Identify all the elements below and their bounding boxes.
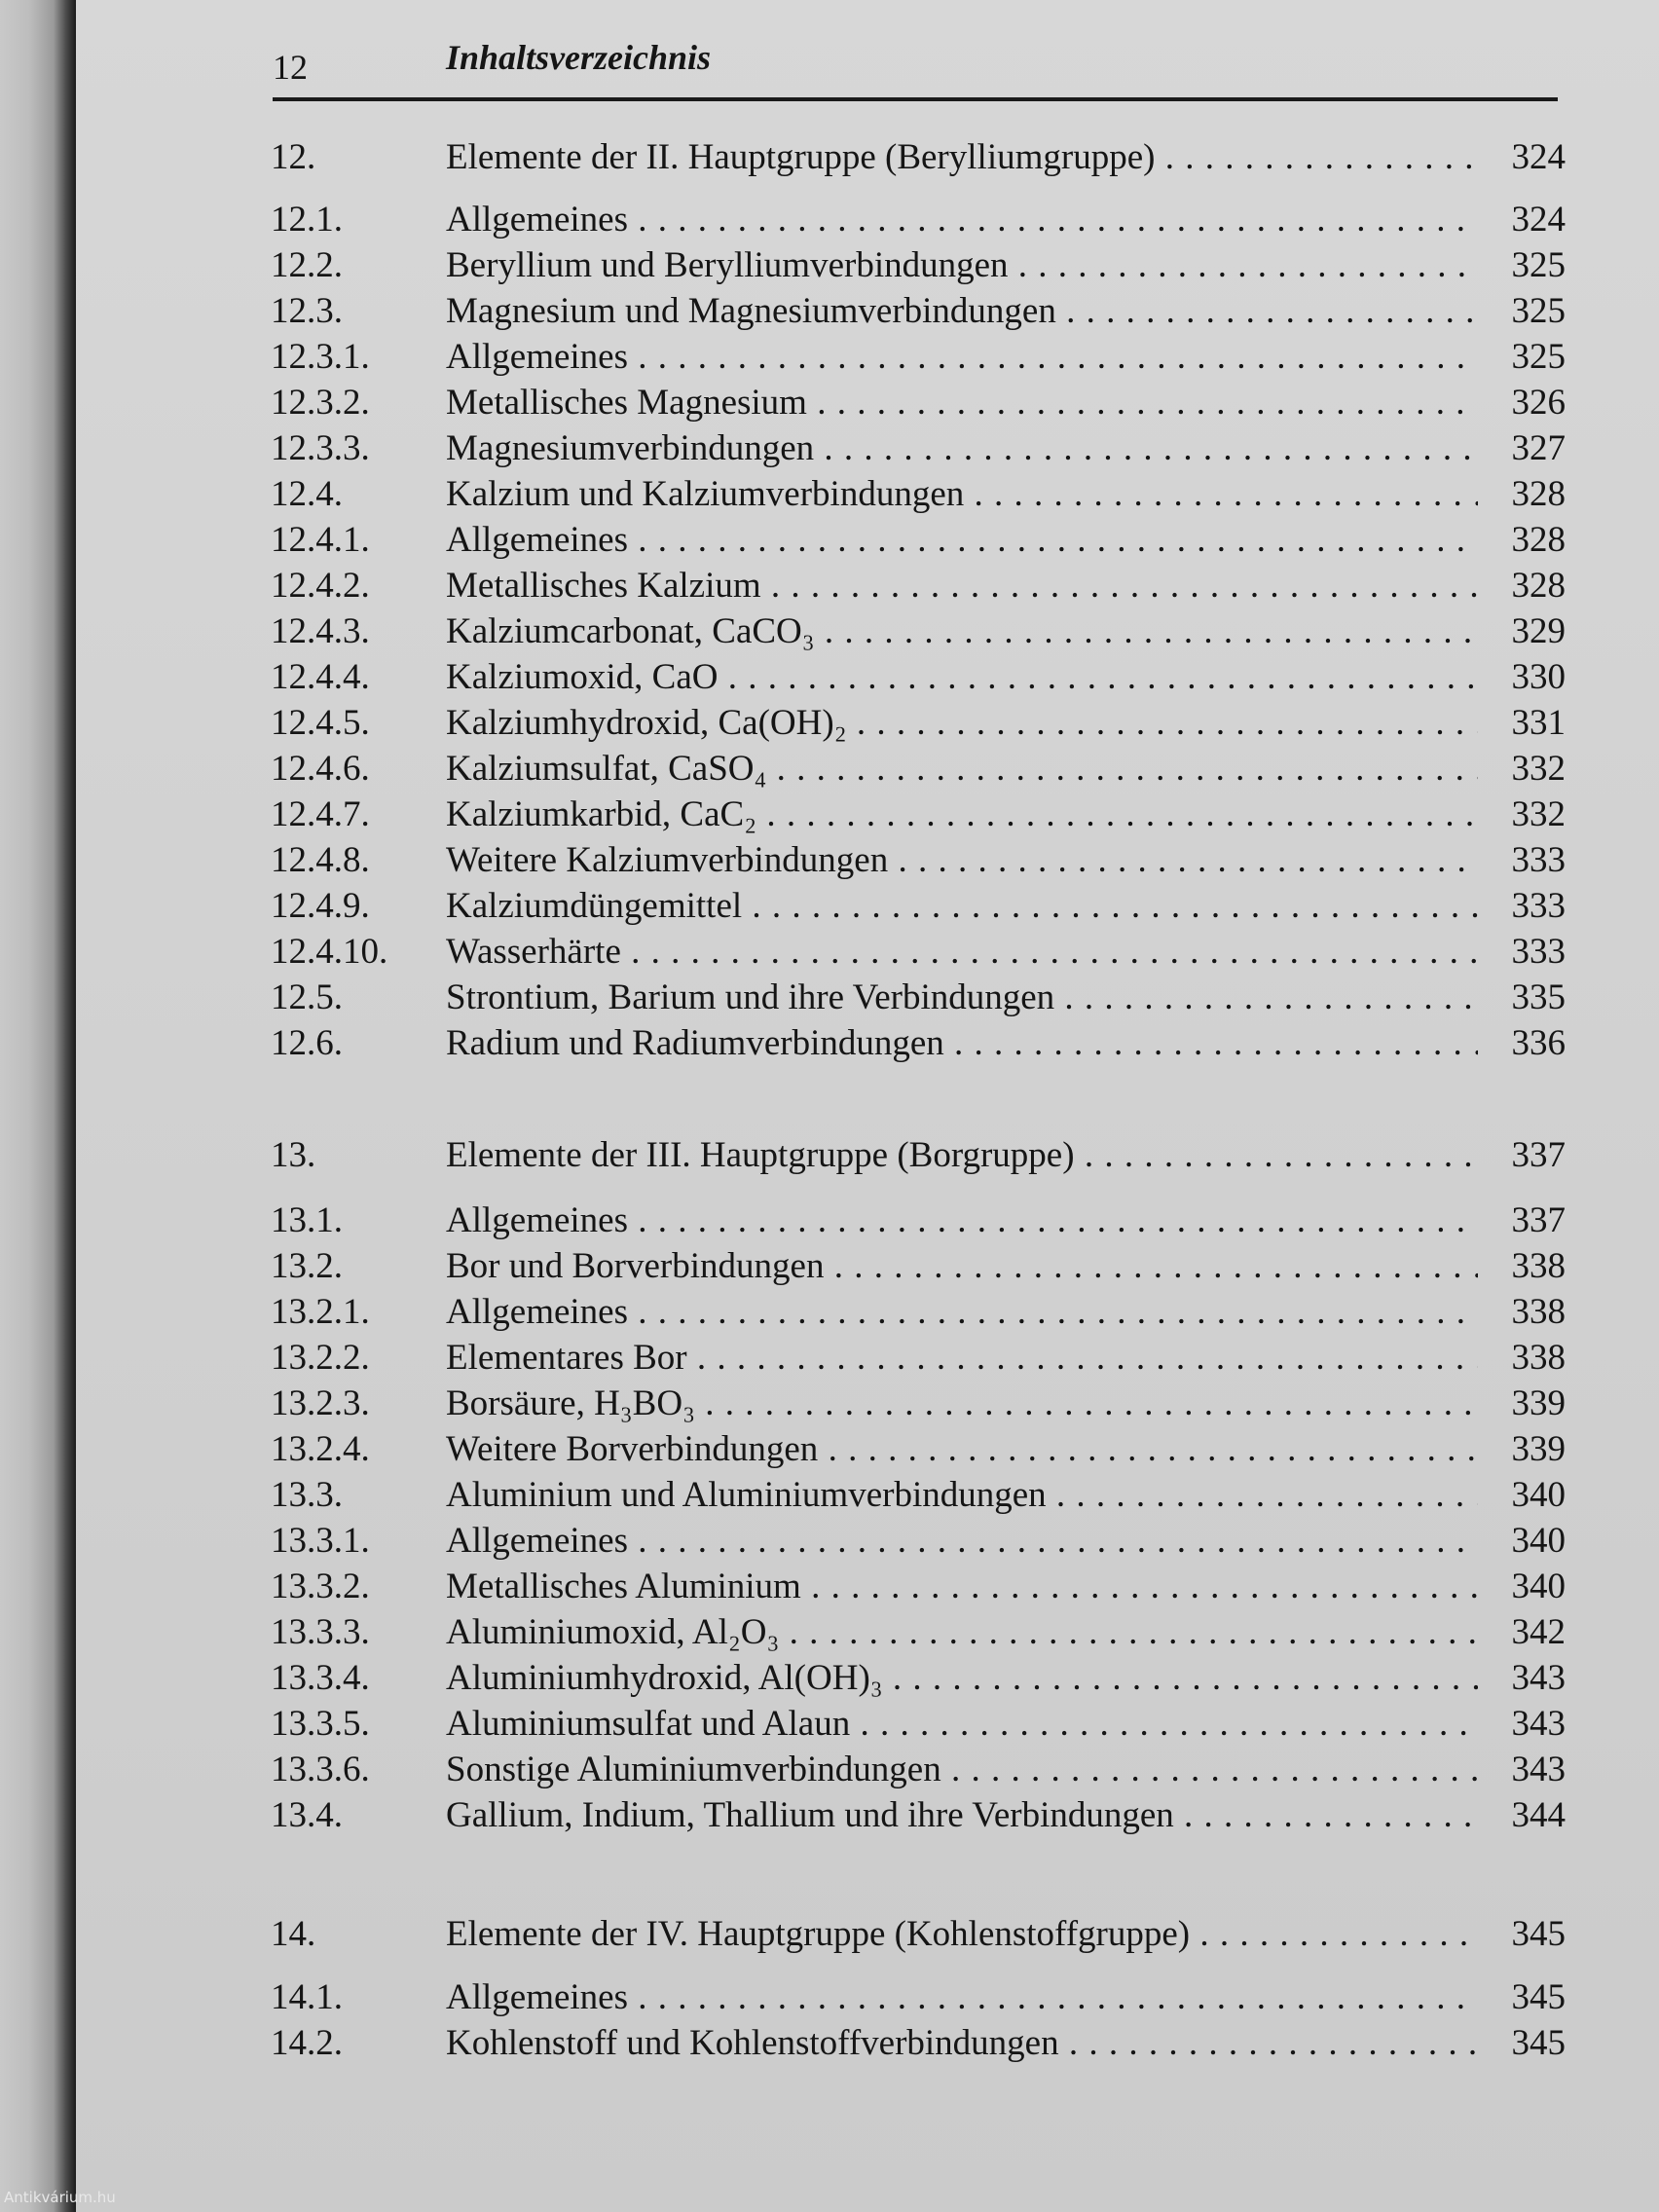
- page-header: [273, 19, 1558, 101]
- toc-title: Kalziumhydroxid, Ca(OH)₂ . . .: [446, 700, 1478, 747]
- toc-page: 328: [1511, 520, 1566, 560]
- toc-number: 13.3.4.: [271, 1658, 370, 1698]
- toc-number: 13.3.5.: [271, 1704, 370, 1744]
- toc-number: 12.4.9.: [271, 886, 370, 926]
- toc-title: Allgemeines . . .: [446, 1198, 1478, 1244]
- toc-page: 340: [1511, 1567, 1566, 1606]
- toc-page: 344: [1511, 1795, 1566, 1835]
- toc-page: 339: [1511, 1383, 1566, 1423]
- toc-number: 12.4.6.: [271, 749, 370, 789]
- book-spine-shadow: [0, 0, 76, 2212]
- toc-title: Allgemeines . . .: [446, 197, 1478, 243]
- toc-page: 337: [1511, 1135, 1566, 1175]
- toc-entry: [271, 792, 1566, 838]
- toc-title: Weitere Kalziumverbindungen . . .: [446, 837, 1478, 884]
- toc-entry: [271, 746, 1566, 793]
- toc-number: 12.1.: [271, 200, 343, 240]
- toc-page: 336: [1511, 1023, 1566, 1063]
- toc-title: Radium und Radiumverbindungen . . .: [446, 1020, 1478, 1067]
- toc-entry: [271, 1747, 1566, 1793]
- toc-page: 328: [1511, 474, 1566, 514]
- toc-entry: [271, 1198, 1566, 1244]
- toc-page: 330: [1511, 657, 1566, 697]
- toc-entry: [271, 883, 1566, 930]
- toc-entry: [271, 837, 1566, 884]
- toc-entry: [271, 1974, 1566, 2021]
- toc-number: 12.4.3.: [271, 611, 370, 651]
- toc-title: Kalziumcarbonat, CaCO₃ . . .: [446, 608, 1478, 655]
- toc-entry: [271, 197, 1566, 243]
- toc-title: Sonstige Aluminiumverbindungen . . .: [446, 1747, 1478, 1793]
- toc-title: Elemente der III. Hauptgruppe (Borgruppe) . . .: [446, 1132, 1478, 1179]
- toc-entry: [271, 654, 1566, 701]
- toc-page: 338: [1511, 1338, 1566, 1378]
- toc-number: 12.3.: [271, 291, 343, 331]
- toc-page: 340: [1511, 1521, 1566, 1561]
- toc-entry: [271, 517, 1566, 564]
- toc-entry: [271, 1701, 1566, 1748]
- page-number: 12: [273, 48, 308, 87]
- toc-page: 332: [1511, 794, 1566, 834]
- toc-title: Wasserhärte . . .: [446, 929, 1478, 976]
- toc-entry: [271, 1426, 1566, 1473]
- toc-number: 12.: [271, 137, 316, 177]
- toc-title: Kalziumoxid, CaO . . .: [446, 654, 1478, 701]
- toc-page: 331: [1511, 703, 1566, 743]
- toc-entry: [271, 608, 1566, 655]
- toc-entry: [271, 2020, 1566, 2067]
- toc-entry: [271, 1655, 1566, 1702]
- toc-title: Metallisches Magnesium . . .: [446, 380, 1478, 426]
- toc-page: 333: [1511, 932, 1566, 972]
- toc-entry: [271, 975, 1566, 1021]
- toc-entry: [271, 1472, 1566, 1519]
- toc-title: Metallisches Kalzium . . .: [446, 563, 1478, 609]
- toc-entry: [271, 425, 1566, 472]
- watermark: Antikvárium.hu: [4, 2189, 116, 2206]
- toc-page: 339: [1511, 1429, 1566, 1469]
- toc-title: Allgemeines . . .: [446, 1518, 1478, 1565]
- toc-page: 343: [1511, 1704, 1566, 1744]
- toc-number: 13.3.3.: [271, 1612, 370, 1652]
- toc-entry: [271, 1132, 1566, 1179]
- toc-entry: [271, 380, 1566, 426]
- toc-number: 12.4.8.: [271, 840, 370, 880]
- toc-entry: [271, 1289, 1566, 1336]
- book-page: [76, 0, 1659, 2212]
- toc-number: 12.6.: [271, 1023, 343, 1063]
- toc-page: 333: [1511, 886, 1566, 926]
- toc-entry: [271, 700, 1566, 747]
- toc-number: 12.4.: [271, 474, 343, 514]
- toc-title: Strontium, Barium und ihre Verbindungen . . .: [446, 975, 1478, 1021]
- toc-page: 345: [1511, 1914, 1566, 1954]
- toc-number: 13.2.3.: [271, 1383, 370, 1423]
- toc-title: Beryllium und Berylliumverbindungen . . .: [446, 242, 1478, 289]
- toc-title: Kalziumdüngemittel . . .: [446, 883, 1478, 930]
- toc-title: Allgemeines . . .: [446, 517, 1478, 564]
- toc-title: Allgemeines . . .: [446, 1289, 1478, 1336]
- toc-title: Metallisches Aluminium . . .: [446, 1564, 1478, 1610]
- toc-number: 13.: [271, 1135, 316, 1175]
- toc-title: Bor und Borverbindungen . . .: [446, 1243, 1478, 1290]
- toc-number: 14.: [271, 1914, 316, 1954]
- toc-number: 12.3.1.: [271, 337, 370, 377]
- toc-page: 324: [1511, 200, 1566, 240]
- toc-number: 13.3.1.: [271, 1521, 370, 1561]
- toc-title: Kalziumsulfat, CaSO₄ . . .: [446, 746, 1478, 793]
- toc-page: 325: [1511, 337, 1566, 377]
- toc-number: 13.3.: [271, 1475, 343, 1515]
- toc-title: Elementares Bor . . .: [446, 1335, 1478, 1382]
- toc-entry: [271, 1243, 1566, 1290]
- toc-page: 325: [1511, 245, 1566, 285]
- toc-title: Allgemeines . . .: [446, 1974, 1478, 2021]
- toc-page: 335: [1511, 977, 1566, 1017]
- toc-entry: [271, 1564, 1566, 1610]
- toc-page: 326: [1511, 383, 1566, 423]
- toc-number: 12.5.: [271, 977, 343, 1017]
- toc-entry: [271, 334, 1566, 381]
- toc-entry: [271, 1381, 1566, 1427]
- toc-number: 12.4.10.: [271, 932, 388, 972]
- toc-number: 13.4.: [271, 1795, 343, 1835]
- toc-page: 328: [1511, 566, 1566, 606]
- toc-entry: [271, 1335, 1566, 1382]
- toc-entry: [271, 471, 1566, 518]
- toc-page: 333: [1511, 840, 1566, 880]
- toc-number: 12.4.1.: [271, 520, 370, 560]
- toc-entry: [271, 563, 1566, 609]
- toc-title: Aluminiumoxid, Al₂O₃ . . .: [446, 1609, 1478, 1656]
- toc-number: 14.2.: [271, 2023, 343, 2063]
- toc-entry: [271, 1911, 1566, 1958]
- toc-number: 13.2.: [271, 1246, 343, 1286]
- toc-number: 12.2.: [271, 245, 343, 285]
- toc-title: Weitere Borverbindungen . . .: [446, 1426, 1478, 1473]
- toc-page: 343: [1511, 1658, 1566, 1698]
- toc-title: Magnesiumverbindungen . . .: [446, 425, 1478, 472]
- toc-page: 338: [1511, 1246, 1566, 1286]
- toc-number: 12.4.4.: [271, 657, 370, 697]
- toc-entry: [271, 134, 1566, 181]
- toc-title: Kalziumkarbid, CaC₂ . . .: [446, 792, 1478, 838]
- toc-entry: [271, 1518, 1566, 1565]
- toc-number: 13.2.4.: [271, 1429, 370, 1469]
- toc-number: 12.4.2.: [271, 566, 370, 606]
- toc-title: Aluminium und Aluminiumverbindungen . . .: [446, 1472, 1478, 1519]
- toc-page: 343: [1511, 1750, 1566, 1789]
- toc-page: 337: [1511, 1200, 1566, 1240]
- toc-entry: [271, 242, 1566, 289]
- toc-page: 329: [1511, 611, 1566, 651]
- toc-entry: [271, 1020, 1566, 1067]
- toc-page: 345: [1511, 2023, 1566, 2063]
- toc-number: 12.4.7.: [271, 794, 370, 834]
- toc-entry: [271, 1609, 1566, 1656]
- toc-title: Gallium, Indium, Thallium und ihre Verbindungen . . .: [446, 1792, 1478, 1839]
- toc-entry: [271, 288, 1566, 335]
- toc-title: Magnesium und Magnesiumverbindungen . . .: [446, 288, 1478, 335]
- toc-number: 13.2.1.: [271, 1292, 370, 1332]
- toc-page: 338: [1511, 1292, 1566, 1332]
- toc-page: 340: [1511, 1475, 1566, 1515]
- toc-page: 324: [1511, 137, 1566, 177]
- toc-title: Kalzium und Kalziumverbindungen . . .: [446, 471, 1478, 518]
- toc-page: 342: [1511, 1612, 1566, 1652]
- toc-title: Elemente der II. Hauptgruppe (Berylliumgruppe) . . .: [446, 134, 1478, 181]
- toc-page: 327: [1511, 428, 1566, 468]
- toc-number: 13.3.6.: [271, 1750, 370, 1789]
- toc-entry: [271, 1792, 1566, 1839]
- toc-page: 325: [1511, 291, 1566, 331]
- toc-title: Kohlenstoff und Kohlenstoffverbindungen . . .: [446, 2020, 1478, 2067]
- toc-number: 13.1.: [271, 1200, 343, 1240]
- toc-title: Allgemeines . . .: [446, 334, 1478, 381]
- toc-entry: [271, 929, 1566, 976]
- toc-number: 12.3.2.: [271, 383, 370, 423]
- toc-page: 332: [1511, 749, 1566, 789]
- toc-title: Borsäure, H₃BO₃ . . .: [446, 1381, 1478, 1427]
- page-title: Inhaltsverzeichnis: [446, 38, 712, 77]
- toc-title: Aluminiumsulfat und Alaun . . .: [446, 1701, 1478, 1748]
- toc-number: 13.2.2.: [271, 1338, 370, 1378]
- toc-page: 345: [1511, 1977, 1566, 2017]
- toc-number: 12.4.5.: [271, 703, 370, 743]
- toc-number: 14.1.: [271, 1977, 343, 2017]
- toc-title: Aluminiumhydroxid, Al(OH)₃ . . .: [446, 1655, 1478, 1702]
- toc-title: Elemente der IV. Hauptgruppe (Kohlenstoffgruppe) . . .: [446, 1911, 1478, 1958]
- toc-number: 12.3.3.: [271, 428, 370, 468]
- toc-number: 13.3.2.: [271, 1567, 370, 1606]
